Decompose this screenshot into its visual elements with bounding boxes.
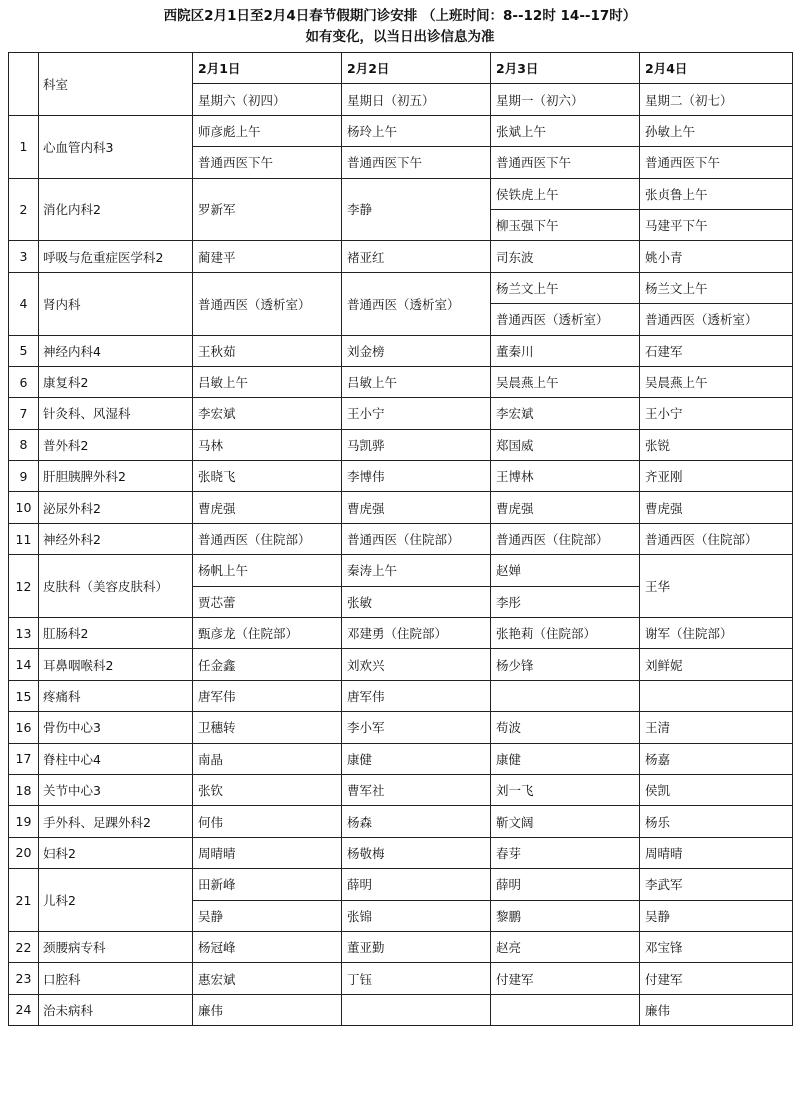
row-number: 17: [9, 743, 39, 774]
table-row: [9, 241, 793, 272]
table-row: [9, 272, 793, 303]
table-row: [9, 963, 793, 994]
department-name: 针灸科、风湿科: [39, 398, 193, 429]
doctor-cell: 蔺建平: [193, 241, 342, 272]
doctor-cell: 普通西医下午: [491, 147, 640, 178]
row-number: 5: [9, 335, 39, 366]
doctor-cell: 普通西医（住院部）: [491, 523, 640, 554]
doctor-cell: 李博伟: [342, 461, 491, 492]
department-name: 治未病科: [39, 994, 193, 1025]
doctor-cell: 普通西医（透析室）: [342, 272, 491, 335]
row-number: 6: [9, 366, 39, 397]
department-name: 口腔科: [39, 963, 193, 994]
doctor-cell: 张晓飞: [193, 461, 342, 492]
doctor-cell: 李小军: [342, 712, 491, 743]
doctor-cell: 李武军: [640, 869, 793, 900]
doctor-cell: 刘一飞: [491, 774, 640, 805]
doctor-cell: 杨少锋: [491, 649, 640, 680]
doctor-cell: 杨森: [342, 806, 491, 837]
header-weekday: 星期二（初七）: [640, 84, 793, 115]
table-row: [9, 429, 793, 460]
row-number: 11: [9, 523, 39, 554]
doctor-cell: 康健: [491, 743, 640, 774]
row-number: 14: [9, 649, 39, 680]
doctor-cell: 张锦: [342, 900, 491, 931]
doctor-cell: 杨帆上午: [193, 555, 342, 586]
department-name: 消化内科2: [39, 178, 193, 241]
doctor-cell: 罗新军: [193, 178, 342, 241]
doctor-cell: 齐亚刚: [640, 461, 793, 492]
table-row: [9, 994, 793, 1025]
doctor-cell: 李彤: [491, 586, 640, 617]
row-number: 10: [9, 492, 39, 523]
table-row: [9, 649, 793, 680]
doctor-cell: 张贞鲁上午: [640, 178, 793, 209]
department-name: 耳鼻咽喉科2: [39, 649, 193, 680]
row-number: 15: [9, 680, 39, 711]
doctor-cell: 普通西医下午: [342, 147, 491, 178]
doctor-cell: 普通西医下午: [640, 147, 793, 178]
doctor-cell: 李宏斌: [491, 398, 640, 429]
doctor-cell: 张敏: [342, 586, 491, 617]
doctor-cell: 何伟: [193, 806, 342, 837]
doctor-cell: 康健: [342, 743, 491, 774]
doctor-cell: 邓宝锋: [640, 931, 793, 962]
row-number: 8: [9, 429, 39, 460]
doctor-cell: 吴晨燕上午: [491, 366, 640, 397]
table-row: [9, 837, 793, 868]
doctor-cell: 马凯骅: [342, 429, 491, 460]
row-number: 23: [9, 963, 39, 994]
table-row: [9, 366, 793, 397]
row-number: 3: [9, 241, 39, 272]
row-number: 1: [9, 115, 39, 178]
row-number: 2: [9, 178, 39, 241]
doctor-cell: 甄彦龙（住院部）: [193, 618, 342, 649]
page-subtitle: 如有变化，以当日出诊信息为准: [305, 29, 495, 45]
doctor-cell: 廉伟: [640, 994, 793, 1025]
doctor-cell: 侯凯: [640, 774, 793, 805]
row-number: 21: [9, 869, 39, 932]
doctor-cell: 丁钰: [342, 963, 491, 994]
doctor-cell: 秦涛上午: [342, 555, 491, 586]
doctor-cell: 李静: [342, 178, 491, 241]
row-number: 22: [9, 931, 39, 962]
table-row: [9, 178, 793, 209]
department-name: 心血管内科3: [39, 115, 193, 178]
doctor-cell: 吴晨燕上午: [640, 366, 793, 397]
doctor-cell: 杨兰文上午: [491, 272, 640, 303]
doctor-cell: 杨敬梅: [342, 837, 491, 868]
doctor-cell: 普通西医（住院部）: [640, 523, 793, 554]
row-number: 4: [9, 272, 39, 335]
table-row: [9, 492, 793, 523]
doctor-cell: 贾芯蕾: [193, 586, 342, 617]
page-title: 西院区2月1日至2月4日春节假期门诊安排 （上班时间：8--12时 14--17时）: [163, 8, 637, 24]
doctor-cell: [640, 680, 793, 711]
doctor-cell: 任金鑫: [193, 649, 342, 680]
department-name: 颈腰病专科: [39, 931, 193, 962]
row-number: 7: [9, 398, 39, 429]
doctor-cell: 刘鲜妮: [640, 649, 793, 680]
department-name: 骨伤中心3: [39, 712, 193, 743]
department-name: 普外科2: [39, 429, 193, 460]
doctor-cell: 孙敏上午: [640, 115, 793, 146]
department-name: 关节中心3: [39, 774, 193, 805]
header-date: 2月1日: [193, 53, 342, 84]
department-name: 泌尿外科2: [39, 492, 193, 523]
department-name: 肛肠科2: [39, 618, 193, 649]
table-row: [9, 335, 793, 366]
table-row: [9, 398, 793, 429]
doctor-cell: 普通西医（透析室）: [491, 304, 640, 335]
doctor-cell: 柳玉强下午: [491, 209, 640, 240]
doctor-cell: [491, 680, 640, 711]
doctor-cell: 薛明: [342, 869, 491, 900]
doctor-cell: 杨冠峰: [193, 931, 342, 962]
doctor-cell: 廉伟: [193, 994, 342, 1025]
doctor-cell: 杨玲上午: [342, 115, 491, 146]
row-number: 24: [9, 994, 39, 1025]
doctor-cell: 唐军伟: [342, 680, 491, 711]
table-row: [9, 743, 793, 774]
doctor-cell: 王小宁: [640, 398, 793, 429]
header-weekday: 星期一（初六）: [491, 84, 640, 115]
doctor-cell: 谢军（住院部）: [640, 618, 793, 649]
table-row: [9, 806, 793, 837]
doctor-cell: 曹虎强: [342, 492, 491, 523]
header-dept-cell: 科室: [39, 53, 193, 116]
department-name: 神经外科2: [39, 523, 193, 554]
department-name: 疼痛科: [39, 680, 193, 711]
doctor-cell: 褚亚红: [342, 241, 491, 272]
row-number: 19: [9, 806, 39, 837]
department-name: 神经内科4: [39, 335, 193, 366]
doctor-cell: 王小宁: [342, 398, 491, 429]
doctor-cell: 曹虎强: [193, 492, 342, 523]
doctor-cell: 吕敏上午: [193, 366, 342, 397]
header-date: 2月3日: [491, 53, 640, 84]
doctor-cell: 周晴晴: [640, 837, 793, 868]
doctor-cell: 卫穗转: [193, 712, 342, 743]
doctor-cell: 周晴晴: [193, 837, 342, 868]
doctor-cell: 郑国威: [491, 429, 640, 460]
header-num-cell: [9, 53, 39, 116]
doctor-cell: 吕敏上午: [342, 366, 491, 397]
header-date: 2月2日: [342, 53, 491, 84]
doctor-cell: 惠宏斌: [193, 963, 342, 994]
doctor-cell: [491, 994, 640, 1025]
table-row: [9, 774, 793, 805]
header-row-dates: [9, 53, 793, 84]
doctor-cell: 张斌上午: [491, 115, 640, 146]
doctor-cell: 普通西医下午: [193, 147, 342, 178]
doctor-cell: 王华: [640, 555, 793, 618]
department-name: 肾内科: [39, 272, 193, 335]
doctor-cell: 普通西医（透析室）: [193, 272, 342, 335]
doctor-cell: 王博林: [491, 461, 640, 492]
row-number: 20: [9, 837, 39, 868]
doctor-cell: 吴静: [193, 900, 342, 931]
doctor-cell: 张艳莉（住院部）: [491, 618, 640, 649]
doctor-cell: 刘欢兴: [342, 649, 491, 680]
doctor-cell: 春芽: [491, 837, 640, 868]
doctor-cell: 唐军伟: [193, 680, 342, 711]
row-number: 13: [9, 618, 39, 649]
doctor-cell: 刘金榜: [342, 335, 491, 366]
department-name: 妇科2: [39, 837, 193, 868]
table-row: [9, 618, 793, 649]
header-weekday: 星期日（初五）: [342, 84, 491, 115]
doctor-cell: 王秋茹: [193, 335, 342, 366]
doctor-cell: 苟波: [491, 712, 640, 743]
doctor-cell: 董秦川: [491, 335, 640, 366]
department-name: 脊柱中心4: [39, 743, 193, 774]
table-row: [9, 523, 793, 554]
table-row: [9, 869, 793, 900]
doctor-cell: 杨兰文上午: [640, 272, 793, 303]
department-name: 皮肤科（美容皮肤科）: [39, 555, 193, 618]
table-row: [9, 680, 793, 711]
doctor-cell: 马林: [193, 429, 342, 460]
doctor-cell: 司东波: [491, 241, 640, 272]
doctor-cell: 杨嘉: [640, 743, 793, 774]
doctor-cell: 普通西医（住院部）: [342, 523, 491, 554]
table-row: [9, 555, 793, 586]
row-number: 12: [9, 555, 39, 618]
doctor-cell: 南晶: [193, 743, 342, 774]
row-number: 18: [9, 774, 39, 805]
doctor-cell: 张钦: [193, 774, 342, 805]
department-name: 儿科2: [39, 869, 193, 932]
doctor-cell: 曹虎强: [491, 492, 640, 523]
doctor-cell: 普通西医（住院部）: [193, 523, 342, 554]
doctor-cell: 张锐: [640, 429, 793, 460]
doctor-cell: [342, 994, 491, 1025]
doctor-cell: 杨乐: [640, 806, 793, 837]
table-row: [9, 931, 793, 962]
doctor-cell: 曹军社: [342, 774, 491, 805]
department-name: 康复科2: [39, 366, 193, 397]
doctor-cell: 付建军: [640, 963, 793, 994]
doctor-cell: 田新峰: [193, 869, 342, 900]
doctor-cell: 马建平下午: [640, 209, 793, 240]
doctor-cell: 付建军: [491, 963, 640, 994]
header-weekday: 星期六（初四）: [193, 84, 342, 115]
doctor-cell: 董亚勤: [342, 931, 491, 962]
doctor-cell: 王清: [640, 712, 793, 743]
doctor-cell: 李宏斌: [193, 398, 342, 429]
department-name: 手外科、足踝外科2: [39, 806, 193, 837]
header-date: 2月4日: [640, 53, 793, 84]
row-number: 9: [9, 461, 39, 492]
department-name: 肝胆胰脾外科2: [39, 461, 193, 492]
doctor-cell: 邓建勇（住院部）: [342, 618, 491, 649]
doctor-cell: 普通西医（透析室）: [640, 304, 793, 335]
doctor-cell: 黎鹏: [491, 900, 640, 931]
doctor-cell: 石建军: [640, 335, 793, 366]
table-row: [9, 461, 793, 492]
doctor-cell: 侯铁虎上午: [491, 178, 640, 209]
table-row: [9, 712, 793, 743]
schedule-table: [8, 52, 793, 1026]
doctor-cell: 赵婵: [491, 555, 640, 586]
doctor-cell: 曹虎强: [640, 492, 793, 523]
table-row: [9, 115, 793, 146]
doctor-cell: 姚小青: [640, 241, 793, 272]
doctor-cell: 薛明: [491, 869, 640, 900]
doctor-cell: 靳文阔: [491, 806, 640, 837]
doctor-cell: 赵亮: [491, 931, 640, 962]
doctor-cell: 师彦彪上午: [193, 115, 342, 146]
department-name: 呼吸与危重症医学科2: [39, 241, 193, 272]
row-number: 16: [9, 712, 39, 743]
doctor-cell: 吴静: [640, 900, 793, 931]
